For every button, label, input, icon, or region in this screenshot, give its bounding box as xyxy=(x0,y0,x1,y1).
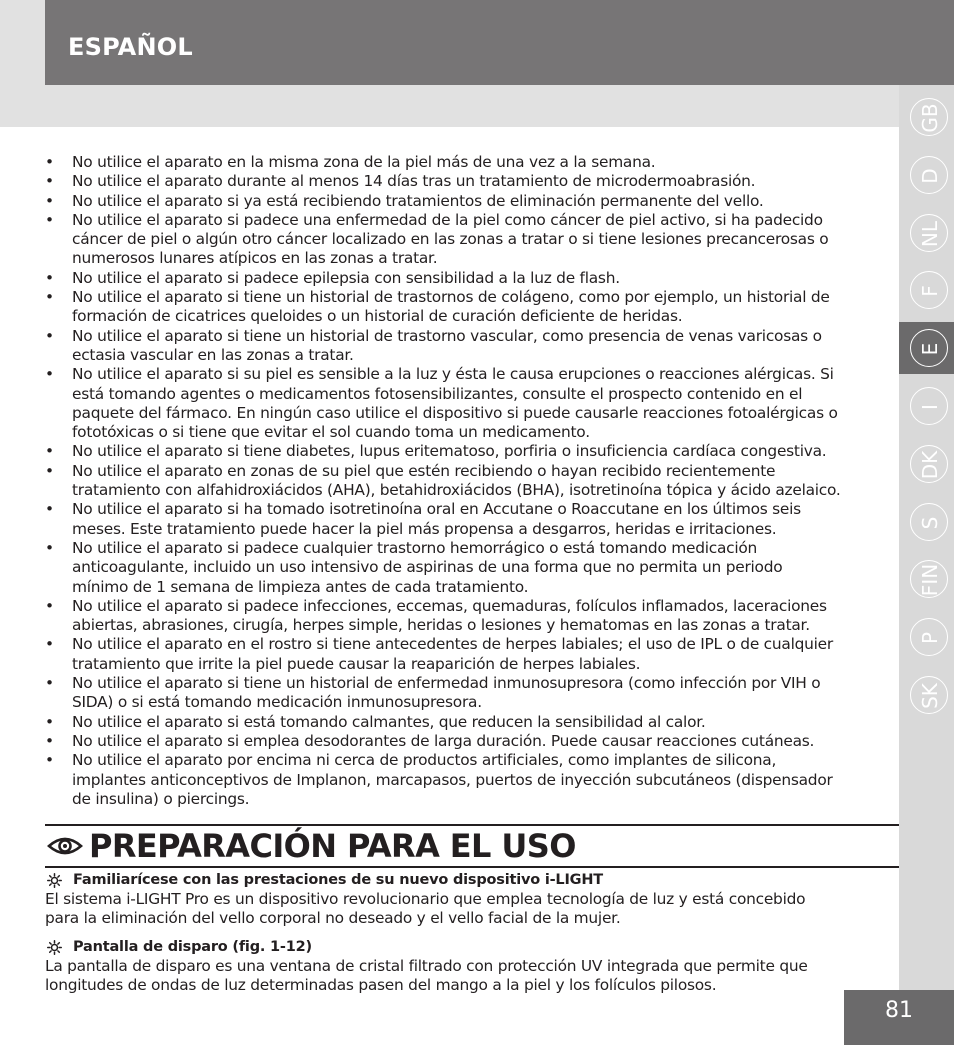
language-badge xyxy=(910,560,948,598)
language-sidebar xyxy=(899,85,954,1045)
language-tab-f[interactable] xyxy=(899,264,954,316)
subsection-body-line: La pantalla de disparo es una ventana de cristal filtrado con protección UV integrada que permite que xyxy=(45,957,808,975)
warning-item xyxy=(45,269,895,288)
warning-text-line: mínimo de 1 semana de limpieza antes de cada tratamiento. xyxy=(72,577,529,596)
warning-text-line: No utilice el aparato si su piel es sensible a la luz y ésta le causa erupciones o reacciones alérgicas. Si xyxy=(72,365,834,384)
bullet-marker: • xyxy=(45,191,54,210)
warning-text-line: abiertas, abrasiones, cirugía, herpes simple, heridas o lesiones y hematomas en las zonas a tratar. xyxy=(72,616,810,635)
language-badge xyxy=(910,676,948,714)
warning-text-line: No utilice el aparato si padece infecciones, eccemas, quemaduras, folículos inflamados, laceraciones xyxy=(72,596,827,615)
warning-text-line: está tomando agentes o medicamentos fotosensibilizantes, consulte el prospecto contenido en el xyxy=(72,384,803,403)
language-tab-e[interactable] xyxy=(899,322,954,374)
language-code: SK xyxy=(918,683,942,709)
language-tab-nl[interactable] xyxy=(899,207,954,259)
page-title: ESPAÑOL xyxy=(68,33,193,61)
warning-text-line: cáncer de piel o algún otro cáncer localizado en las zonas a tratar o si tiene lesiones precancerosas o xyxy=(72,230,829,249)
warning-text-line: SIDA) o si está tomando medicación inmunosupresora. xyxy=(72,693,482,712)
warning-text-line: anticoagulante, incluido un uso intensivo de aspirinas de una forma que no permita un periodo xyxy=(72,558,783,577)
bullet-marker: • xyxy=(45,461,54,480)
subsection-features xyxy=(45,871,895,929)
bullet-marker: • xyxy=(45,210,54,229)
warning-text-line: No utilice el aparato si ha tomado isotretinoína oral en Accutane o Roaccutane en los últimos seis xyxy=(72,500,801,519)
warning-text-line: No utilice el aparato durante al menos 14 días tras un tratamiento de microdermoabrasión. xyxy=(72,172,756,191)
section-bottom-rule xyxy=(45,866,899,868)
page-number: 81 xyxy=(885,998,913,1023)
subsection-body-line: El sistema i-LIGHT Pro es un dispositivo revolucionario que emplea tecnología de luz y está concebido xyxy=(45,890,806,908)
language-code: F xyxy=(918,285,942,298)
language-badge xyxy=(910,618,948,656)
warning-text-line: tratamiento que irrite la piel puede causar la reaparición de herpes labiales. xyxy=(72,654,641,673)
warning-item xyxy=(45,635,895,674)
warning-text-line: No utilice el aparato si padece cualquier trastorno hemorrágico o está tomando medicación xyxy=(72,538,758,557)
bullet-marker: • xyxy=(45,712,54,731)
language-code: D xyxy=(918,168,942,184)
subsection-body-line: para la eliminación del vello corporal no deseado y el vello facial de la mujer. xyxy=(45,909,621,928)
sun-icon xyxy=(47,940,62,955)
warning-item xyxy=(45,327,895,366)
language-tab-fin[interactable] xyxy=(899,553,954,605)
warning-item xyxy=(45,462,895,501)
language-badge xyxy=(910,271,948,309)
bullet-marker: • xyxy=(45,442,54,461)
warning-item xyxy=(45,751,895,809)
warning-text-line: No utilice el aparato si tiene diabetes, lupus eritematoso, porfiria o insuficiencia cardíaca congestiva. xyxy=(72,442,827,461)
language-badge xyxy=(910,329,948,367)
language-badge xyxy=(910,387,948,425)
bullet-marker: • xyxy=(45,674,54,693)
bullet-marker: • xyxy=(45,326,54,345)
warning-text-line: formación de cicatrices queloides o un historial de curación deficiente de heridas. xyxy=(72,307,683,326)
warning-text-line: numerosos lunares atípicos en las zonas a tratar. xyxy=(72,249,438,268)
bullet-marker: • xyxy=(45,751,54,770)
subsection-body-line: longitudes de ondas de luz determinadas pasen del mango a la piel y los folículos pilosos. xyxy=(45,976,717,995)
warning-item xyxy=(45,597,895,636)
bullet-marker: • xyxy=(45,365,54,384)
warning-text-line: No utilice el aparato si padece epilepsia con sensibilidad a la luz de flash. xyxy=(72,268,620,287)
subsection-heading: Familiarícese con las prestaciones de su nuevo dispositivo i-LIGHT xyxy=(73,872,603,888)
warning-text-line: paquete del fármaco. En ningún caso utilice el dispositivo si puede causarle reacciones fotoalérgicas o xyxy=(72,403,838,422)
warning-text-line: No utilice el aparato si tiene un historial de trastornos de colágeno, como por ejemplo, un historial de xyxy=(72,288,830,307)
warning-text-line: No utilice el aparato en el rostro si tiene antecedentes de herpes labiales; el uso de IPL o de cualquier xyxy=(72,635,833,654)
warning-item xyxy=(45,172,895,191)
warning-item xyxy=(45,539,895,597)
section-title: PREPARACIÓN PARA EL USO xyxy=(89,827,576,865)
language-badge xyxy=(910,98,948,136)
eye-icon xyxy=(47,834,83,858)
bullet-marker: • xyxy=(45,596,54,615)
language-code: I xyxy=(918,404,942,410)
bullet-marker: • xyxy=(45,288,54,307)
section-heading xyxy=(47,826,576,866)
bullet-marker: • xyxy=(45,538,54,557)
warning-item xyxy=(45,674,895,713)
bullet-marker: • xyxy=(45,153,54,171)
language-code: E xyxy=(918,342,942,356)
sun-icon xyxy=(47,873,62,888)
warning-text-line: de insulina) o piercings. xyxy=(72,789,250,808)
page-number-box xyxy=(844,990,954,1045)
warning-item xyxy=(45,442,895,461)
language-code: FIN xyxy=(918,564,942,597)
warning-text-line: fototóxicas o si tiene que evitar el sol cuando toma un medicamento. xyxy=(72,423,590,442)
warning-item xyxy=(45,211,895,269)
bullet-marker: • xyxy=(45,172,54,191)
bullet-marker: • xyxy=(45,635,54,654)
language-badge xyxy=(910,445,948,483)
bullet-marker: • xyxy=(45,731,54,750)
language-tab-gb[interactable] xyxy=(899,91,954,143)
language-badge xyxy=(910,156,948,194)
warning-item xyxy=(45,713,895,732)
warning-text-line: No utilice el aparato si ya está recibiendo tratamientos de eliminación permanente del vello. xyxy=(72,191,764,210)
bullet-marker: • xyxy=(45,268,54,287)
subsection-heading: Pantalla de disparo (fig. 1-12) xyxy=(73,939,312,955)
warning-text-line: ectasia vascular en las zonas a tratar. xyxy=(72,345,354,364)
language-code: P xyxy=(918,632,942,645)
warning-item xyxy=(45,500,895,539)
warning-text-line: No utilice el aparato si emplea desodorantes de larga duración. Puede causar reacciones cutáneas. xyxy=(72,731,815,750)
language-tab-i[interactable] xyxy=(899,380,954,432)
warning-item xyxy=(45,153,895,172)
warning-text-line: implantes anticonceptivos de Implanon, marcapasos, puertos de inyección subcutáneos (dispensador xyxy=(72,770,833,789)
warning-text-line: No utilice el aparato en la misma zona de la piel más de una vez a la semana. xyxy=(72,153,656,171)
warning-text-line: tratamiento con alfahidroxiácidos (AHA), betahidroxiácidos (BHA), isotretinoína tópica y ácido azelaico. xyxy=(72,481,841,500)
subsection-trigger-screen xyxy=(45,938,895,996)
language-tab-s[interactable] xyxy=(899,496,954,548)
language-tab-dk[interactable] xyxy=(899,438,954,490)
warning-text-line: No utilice el aparato si padece una enfermedad de la piel como cáncer de piel activo, si ha padecido xyxy=(72,210,823,229)
warning-text-line: No utilice el aparato si tiene un historial de trastorno vascular, como presencia de venas varicosas o xyxy=(72,326,822,345)
warning-item xyxy=(45,288,895,327)
warning-text-line: meses. Este tratamiento puede hacer la piel más propensa a desgarros, heridas e irritaciones. xyxy=(72,519,777,538)
warning-item xyxy=(45,732,895,751)
language-tab-d[interactable] xyxy=(899,149,954,201)
warning-text-line: No utilice el aparato por encima ni cerca de productos artificiales, como implantes de silicona, xyxy=(72,751,777,770)
language-badge xyxy=(910,214,948,252)
bullet-marker: • xyxy=(45,500,54,519)
language-badge xyxy=(910,503,948,541)
language-tab-sk[interactable] xyxy=(899,669,954,721)
warning-item xyxy=(45,365,895,442)
language-tab-p[interactable] xyxy=(899,611,954,663)
language-code: GB xyxy=(918,103,942,133)
warning-text-line: No utilice el aparato si está tomando calmantes, que reducen la sensibilidad al calor. xyxy=(72,712,706,731)
warning-text-line: No utilice el aparato en zonas de su piel que estén recibiendo o hayan recibido recientemente xyxy=(72,461,776,480)
language-code: NL xyxy=(918,220,942,247)
language-code: DK xyxy=(918,450,942,480)
warning-item xyxy=(45,192,895,211)
language-code: S xyxy=(918,516,942,529)
warning-text-line: No utilice el aparato si tiene un historial de enfermedad inmunosupresora (como infección por VIH o xyxy=(72,674,821,693)
warning-list xyxy=(45,153,895,809)
